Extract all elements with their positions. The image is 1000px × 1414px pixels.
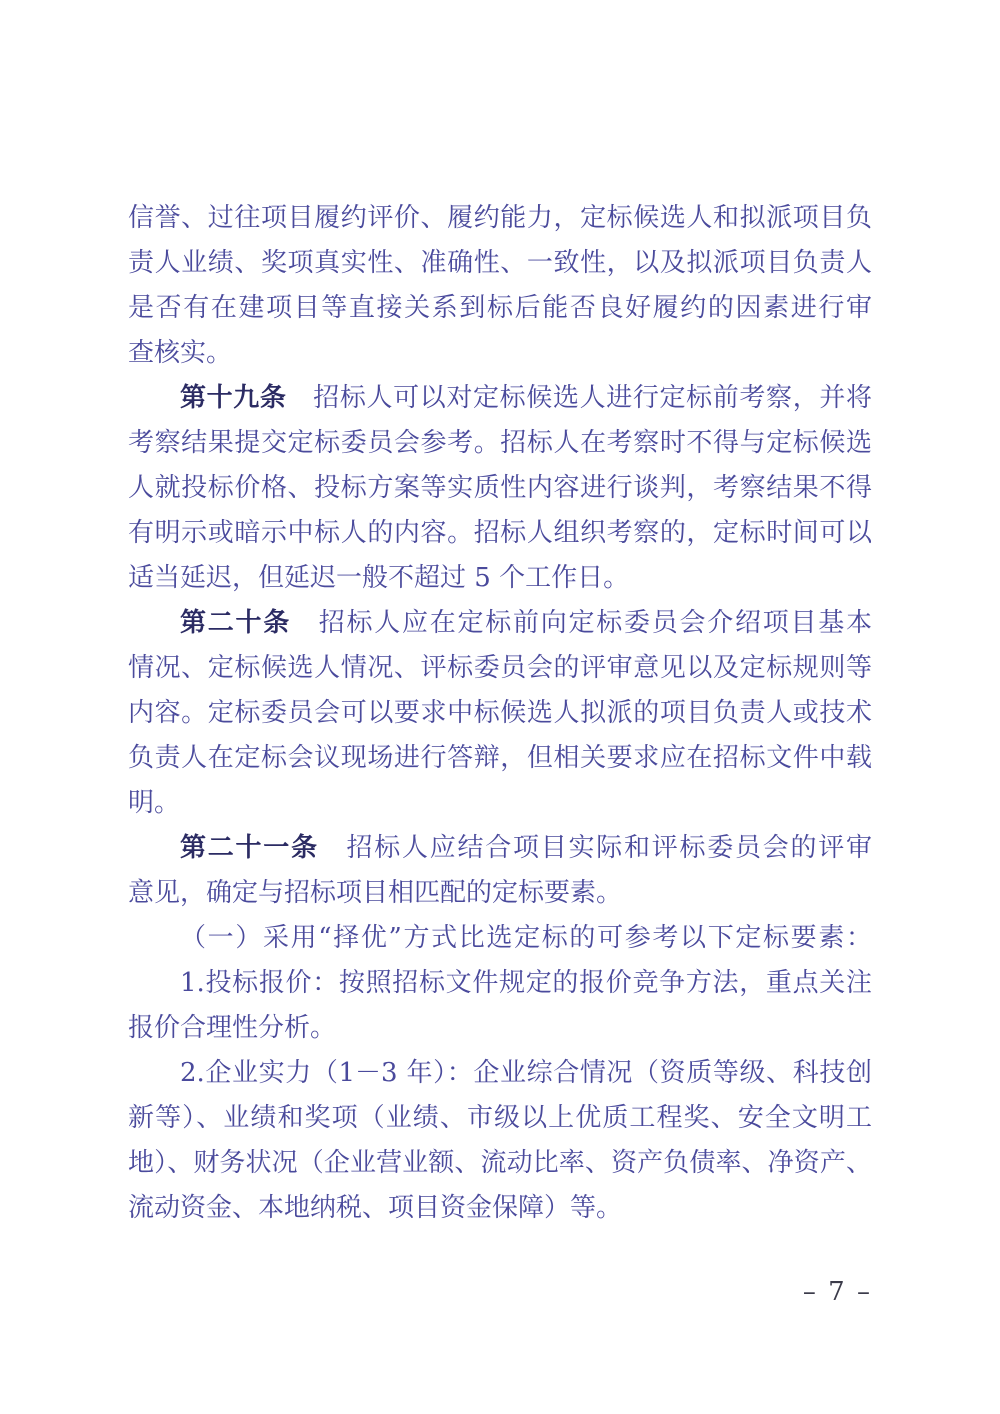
text-line: 考察结果提交定标委员会参考。招标人在考察时不得与定标候选 (128, 428, 872, 458)
text-line: 人就投标价格、投标方案等实质性内容进行谈判，考察结果不得 (128, 473, 872, 503)
text-line: 报价合理性分析。 (128, 1013, 337, 1043)
text-line: 责人业绩、奖项真实性、准确性、一致性，以及拟派项目负责人 (128, 248, 872, 278)
text-line: 地）、财务状况（企业营业额、流动比率、资产负债率、净资产、 (128, 1148, 872, 1178)
article-number: 第二十一条 (180, 833, 319, 863)
text-line: 内容。定标委员会可以要求中标候选人拟派的项目负责人或技术 (128, 698, 872, 728)
article-number: 第二十条 (180, 608, 291, 638)
text-line: 负责人在定标会议现场进行答辩，但相关要求应在招标文件中载 (128, 743, 872, 773)
text-line: 流动资金、本地纳税、项目资金保障）等。 (128, 1193, 623, 1223)
text-line: 是否有在建项目等直接关系到标后能否良好履约的因素进行审 (128, 293, 872, 323)
text-line: 新等）、业绩和奖项（业绩、市级以上优质工程奖、安全文明工 (128, 1103, 872, 1133)
text-line: 信誉、过往项目履约评价、履约能力，定标候选人和拟派项目负 (128, 203, 872, 233)
article-number: 第十九条 (180, 383, 287, 413)
text-line: 明。 (128, 788, 181, 818)
text-line (128, 376, 872, 421)
text-line (128, 601, 872, 646)
text-line: （一）采用“择优”方式比选定标的可参考以下定标要素： (180, 923, 872, 953)
text-line: 适当延迟，但延迟一般不超过 5 个工作日。 (128, 563, 630, 593)
text-line: 情况、定标候选人情况、评标委员会的评审意见以及定标规则等 (128, 653, 872, 683)
text-line: 查核实。 (128, 338, 233, 368)
text-line: 有明示或暗示中标人的内容。招标人组织考察的，定标时间可以 (128, 518, 872, 548)
text-line: 意见，确定与招标项目相匹配的定标要素。 (128, 878, 623, 908)
line-text: 招标人应在定标前向定标委员会介绍项目基本 (291, 608, 872, 638)
line-text: 招标人应结合项目实际和评标委员会的评审 (318, 833, 872, 863)
line-text: 招标人可以对定标候选人进行定标前考察，并将 (286, 383, 872, 413)
text-line (128, 826, 872, 871)
page-number: – 7 – (802, 1277, 872, 1307)
text-line: 2.企业实力（1－3 年）：企业综合情况（资质等级、科技创 (180, 1058, 872, 1088)
text-line: 1.投标报价：按照招标文件规定的报价竞争方法，重点关注 (180, 968, 872, 998)
document-content (128, 196, 872, 1231)
